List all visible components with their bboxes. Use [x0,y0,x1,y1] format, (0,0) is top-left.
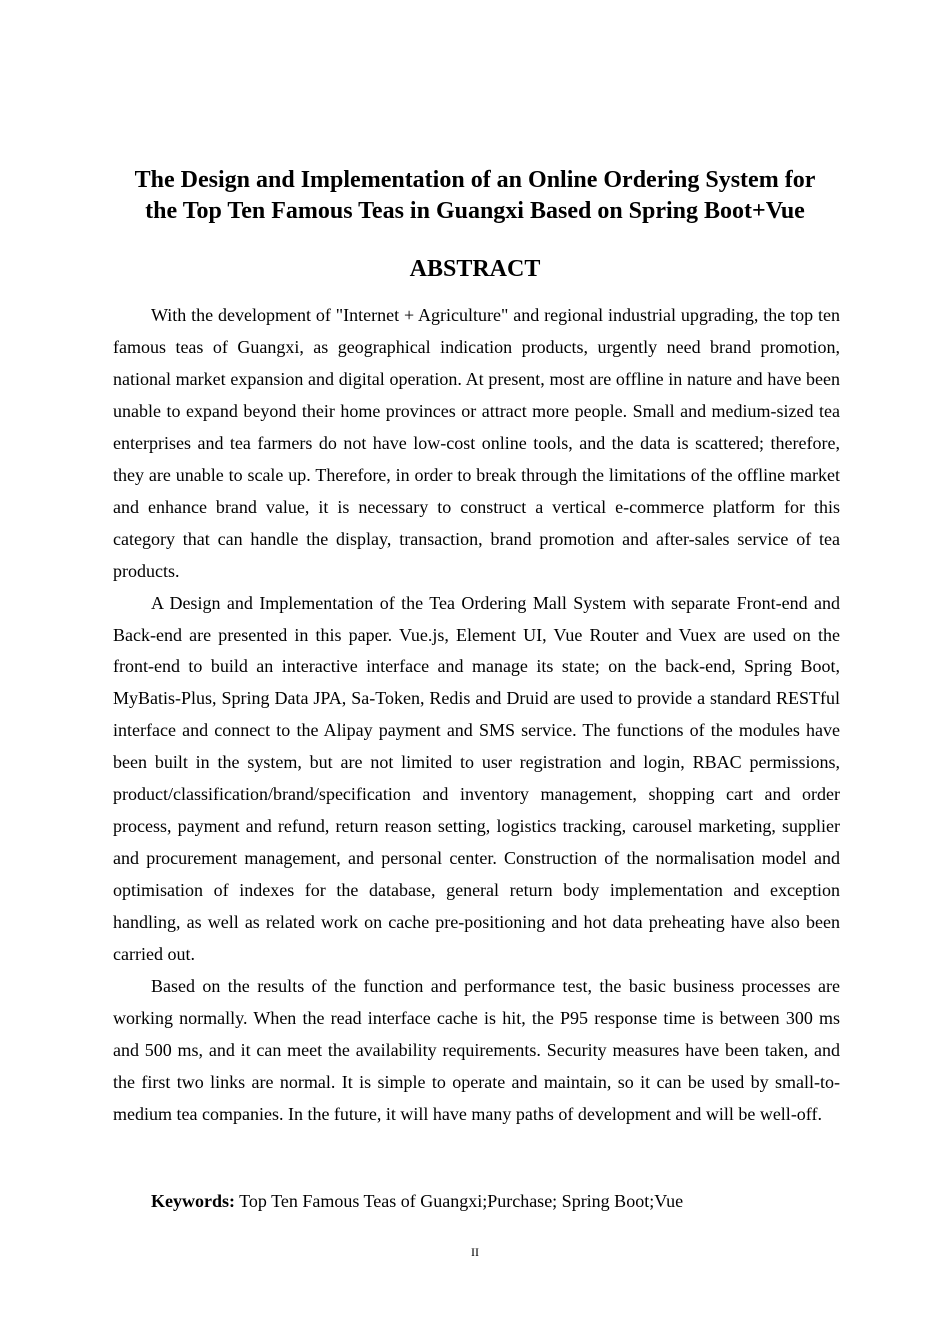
keywords-text: Top Ten Famous Teas of Guangxi;Purchase; Spring Boot;Vue [235,1191,684,1211]
abstract-heading: ABSTRACT [409,256,541,282]
abstract-paragraph-2: A Design and Implementation of the Tea Ordering Mall System with separate Front-end and Back-end are presented in this paper. Vue.js, Element UI, Vue Router and Vuex are used on the front-end to build an interactive interface and manage its state; on the back-end, Spring Boot, MyBatis-Plus, Spring Data JPA, Sa-Token, Redis and Druid are used to provide a standard RESTful interface and connect to the Alipay payment and SMS service. The functions of the modules have been built in the system, but are not limited to user registration and login, RBAC permissions, product/classification/brand/specification and inventory management, shopping cart and order process, payment and refund, return reason setting, logistics tracking, carousel marketing, supplier and procurement management, and personal center. Construction of the normalisation model and optimisation of indexes for the database, general return body implementation and exception handling, as well as related work on cache pre-positioning and hot data preheating have also been carried out. [113,592,840,965]
page-number: II [471,1245,479,1259]
keywords-label: Keywords: [151,1191,235,1211]
title-line-1: The Design and Implementation of an Online Ordering System for [134,167,816,193]
paper-title [100,165,850,227]
abstract-body [113,300,840,1131]
abstract-paragraph-1: With the development of "Internet + Agriculture" and regional industrial upgrading, the top ten famous teas of Guangxi, as geographical indication products, urgently need brand promotion, national market expansion and digital operation. At present, most are offline in nature and have been unable to expand beyond their home provinces or attract more people. Small and medium-sized tea enterprises and tea farmers do not have low-cost online tools, and the data is scattered; therefore, they are unable to scale up. Therefore, in order to break through the limitations of the offline market and enhance brand value, it is necessary to construct a vertical e-commerce platform for this category that can handle the display, transaction, brand promotion and after-sales service of tea products. [113,305,840,581]
title-line-2: the Top Ten Famous Teas in Guangxi Based on Spring Boot+Vue [145,198,805,224]
keywords-line [151,1185,683,1217]
abstract-paragraph-3: Based on the results of the function and performance test, the basic business processes are working normally. When the read interface cache is hit, the P95 response time is between 300 ms and 500 ms, and it can meet the availability requirements. Security measures have been taken, and the first two links are normal. It is simple to operate and maintain, so it can be used by small-to-medium tea companies. In the future, it will have many paths of development and will be well-off. [113,976,840,1124]
